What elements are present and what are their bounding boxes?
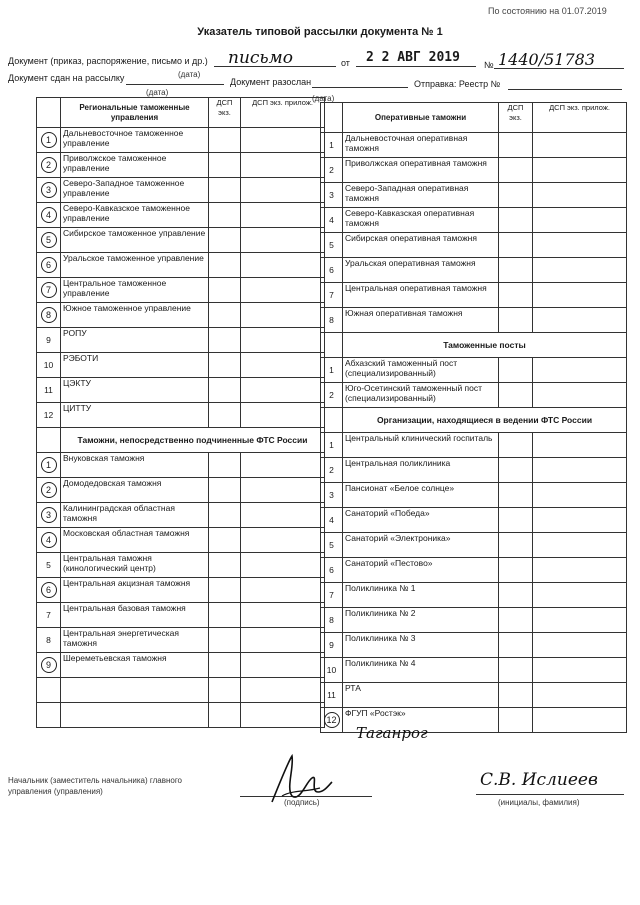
row-name: Центральная таможня (кинологический центр) bbox=[61, 553, 209, 578]
row-name: Шереметьевская таможня bbox=[61, 653, 209, 678]
row-dsp bbox=[209, 603, 241, 628]
row-dsp-attachment bbox=[241, 553, 325, 578]
table-row bbox=[321, 258, 627, 283]
row-dsp bbox=[499, 458, 533, 483]
row-name: Северо-Западное таможенное управление bbox=[61, 178, 209, 203]
row-number bbox=[37, 228, 61, 253]
circled-number-mark: 8 bbox=[41, 307, 57, 323]
column-number bbox=[321, 103, 343, 133]
row-number: 8 bbox=[321, 608, 343, 633]
row-dsp-attachment bbox=[533, 133, 627, 158]
table-row bbox=[37, 603, 325, 628]
row-dsp bbox=[209, 653, 241, 678]
row-dsp-attachment bbox=[241, 278, 325, 303]
table-row bbox=[37, 328, 325, 353]
row-dsp bbox=[209, 503, 241, 528]
row-name: Санаторий «Победа» bbox=[343, 508, 499, 533]
row-dsp bbox=[209, 703, 241, 728]
doc-type-handwritten: письмо bbox=[228, 48, 294, 68]
row-dsp bbox=[499, 258, 533, 283]
row-number: 12 bbox=[37, 403, 61, 428]
table-row bbox=[37, 253, 325, 278]
row-name: Поликлиника № 2 bbox=[343, 608, 499, 633]
table-row bbox=[321, 658, 627, 683]
row-dsp bbox=[499, 558, 533, 583]
row-name: Дальневосточное таможенное управление bbox=[61, 128, 209, 153]
row-name bbox=[61, 678, 209, 703]
table-row bbox=[37, 478, 325, 503]
table-row bbox=[37, 203, 325, 228]
document-title: Указатель типовой рассылки документа № 1 bbox=[197, 26, 443, 38]
row-number: 7 bbox=[321, 583, 343, 608]
circled-number-mark: 6 bbox=[41, 257, 57, 273]
row-dsp bbox=[209, 528, 241, 553]
row-number bbox=[37, 453, 61, 478]
row-dsp-attachment bbox=[241, 528, 325, 553]
row-dsp bbox=[209, 628, 241, 653]
name-caption: (инициалы, фамилия) bbox=[498, 798, 580, 807]
table-row bbox=[37, 353, 325, 378]
table-row bbox=[321, 608, 627, 633]
row-dsp bbox=[499, 483, 533, 508]
table-row bbox=[37, 303, 325, 328]
column-dsp: ДСП экз. bbox=[209, 98, 241, 128]
table-row bbox=[321, 408, 627, 433]
row-dsp bbox=[499, 233, 533, 258]
row-dsp-attachment bbox=[241, 328, 325, 353]
row-dsp-attachment bbox=[533, 433, 627, 458]
circled-number-mark: 4 bbox=[41, 207, 57, 223]
row-dsp-attachment bbox=[241, 503, 325, 528]
row-name: Санаторий «Пестово» bbox=[343, 558, 499, 583]
row-dsp bbox=[209, 153, 241, 178]
row-number bbox=[37, 128, 61, 153]
row-dsp bbox=[499, 533, 533, 558]
row-number: 4 bbox=[321, 208, 343, 233]
date-label: от bbox=[341, 58, 350, 68]
table-row bbox=[321, 483, 627, 508]
row-name: Северо-Кавказская оперативная таможня bbox=[343, 208, 499, 233]
circled-number-mark: 2 bbox=[41, 157, 57, 173]
row-dsp bbox=[499, 658, 533, 683]
circled-number-mark: 12 bbox=[324, 712, 340, 728]
row-name: Центральная акцизная таможня bbox=[61, 578, 209, 603]
table-row bbox=[321, 333, 627, 358]
table-row bbox=[37, 528, 325, 553]
table-row bbox=[321, 433, 627, 458]
row-dsp bbox=[209, 253, 241, 278]
row-number bbox=[37, 303, 61, 328]
row-dsp bbox=[499, 183, 533, 208]
row-number: 3 bbox=[321, 183, 343, 208]
row-dsp-attachment bbox=[241, 353, 325, 378]
row-dsp-attachment bbox=[533, 708, 627, 733]
row-number: 5 bbox=[37, 553, 61, 578]
section-heading: Организации, находящиеся в ведении ФТС России bbox=[343, 408, 627, 433]
row-number bbox=[37, 178, 61, 203]
doc-type-label: Документ (приказ, распоряжение, письмо и др.) bbox=[8, 56, 208, 66]
table-row bbox=[321, 458, 627, 483]
row-name: Дальневосточная оперативная таможня bbox=[343, 133, 499, 158]
row-name: Центральное таможенное управление bbox=[61, 278, 209, 303]
table-row bbox=[321, 208, 627, 233]
row-name: РЭБОТИ bbox=[61, 353, 209, 378]
row-dsp bbox=[209, 553, 241, 578]
signature-caption: (подпись) bbox=[284, 798, 320, 807]
circled-number-mark: 4 bbox=[41, 532, 57, 548]
row-number: 8 bbox=[321, 308, 343, 333]
table-row bbox=[321, 633, 627, 658]
column-dsp-attachment: ДСП экз. прилож. bbox=[533, 103, 627, 133]
row-number: 1 bbox=[321, 433, 343, 458]
row-name: Северо-Западная оперативная таможня bbox=[343, 183, 499, 208]
row-dsp-attachment bbox=[533, 183, 627, 208]
row-number bbox=[37, 428, 61, 453]
row-dsp-attachment bbox=[241, 628, 325, 653]
row-dsp-attachment bbox=[533, 233, 627, 258]
row-dsp-attachment bbox=[241, 703, 325, 728]
row-number: 11 bbox=[321, 683, 343, 708]
row-number bbox=[37, 528, 61, 553]
row-dsp-attachment bbox=[533, 683, 627, 708]
row-dsp bbox=[209, 403, 241, 428]
table-row bbox=[37, 503, 325, 528]
table-row bbox=[37, 653, 325, 678]
row-name: Центральная оперативная таможня bbox=[343, 283, 499, 308]
handwritten-note: Таганрог bbox=[356, 724, 428, 742]
row-dsp-attachment bbox=[533, 583, 627, 608]
row-name: Приволжская оперативная таможня bbox=[343, 158, 499, 183]
number-handwritten: 1440/51783 bbox=[498, 50, 596, 69]
table-row bbox=[321, 158, 627, 183]
row-dsp-attachment bbox=[241, 178, 325, 203]
row-name: Южная оперативная таможня bbox=[343, 308, 499, 333]
date-caption-3: (дата) bbox=[312, 94, 335, 103]
row-number: 11 bbox=[37, 378, 61, 403]
row-dsp-attachment bbox=[533, 208, 627, 233]
table-row bbox=[321, 133, 627, 158]
row-number: 9 bbox=[37, 328, 61, 353]
table-row bbox=[37, 678, 325, 703]
row-dsp bbox=[499, 283, 533, 308]
table-row bbox=[37, 628, 325, 653]
row-dsp bbox=[499, 208, 533, 233]
circled-number-mark: 2 bbox=[41, 482, 57, 498]
regional-customs-table bbox=[36, 97, 325, 728]
row-dsp-attachment bbox=[241, 303, 325, 328]
table-row bbox=[37, 228, 325, 253]
table-row bbox=[37, 578, 325, 603]
row-dsp-attachment bbox=[533, 158, 627, 183]
row-number bbox=[37, 503, 61, 528]
circled-number-mark: 3 bbox=[41, 507, 57, 523]
row-dsp bbox=[209, 178, 241, 203]
row-name: Уральская оперативная таможня bbox=[343, 258, 499, 283]
row-dsp-attachment bbox=[533, 508, 627, 533]
row-number bbox=[37, 203, 61, 228]
table-row bbox=[37, 378, 325, 403]
row-number bbox=[37, 578, 61, 603]
column-name: Региональные таможенные управления bbox=[61, 98, 209, 128]
number-label: № bbox=[484, 60, 494, 70]
row-dsp bbox=[209, 353, 241, 378]
row-number: 5 bbox=[321, 233, 343, 258]
row-dsp-attachment bbox=[241, 653, 325, 678]
row-dsp bbox=[209, 278, 241, 303]
row-dsp-attachment bbox=[241, 378, 325, 403]
signatory-name-handwritten: С.В. Ислиеев bbox=[480, 770, 598, 790]
row-number bbox=[321, 708, 343, 733]
row-number bbox=[37, 653, 61, 678]
row-number: 3 bbox=[321, 483, 343, 508]
row-number: 5 bbox=[321, 533, 343, 558]
table-row bbox=[37, 428, 325, 453]
row-dsp-attachment bbox=[241, 478, 325, 503]
date-stamp: 2 2 АВГ 2019 bbox=[366, 50, 460, 65]
row-number bbox=[37, 153, 61, 178]
row-dsp-attachment bbox=[533, 383, 627, 408]
table-row bbox=[321, 508, 627, 533]
row-dsp-attachment bbox=[241, 203, 325, 228]
distributed-label: Документ разослан bbox=[230, 77, 312, 87]
row-name: Домодедовская таможня bbox=[61, 478, 209, 503]
row-number: 2 bbox=[321, 458, 343, 483]
row-name: Поликлиника № 3 bbox=[343, 633, 499, 658]
row-dsp bbox=[499, 158, 533, 183]
row-number: 1 bbox=[321, 358, 343, 383]
row-dsp-attachment bbox=[241, 578, 325, 603]
row-number bbox=[321, 333, 343, 358]
row-name bbox=[61, 703, 209, 728]
date-caption-2: (дата) bbox=[146, 88, 169, 97]
row-number: 1 bbox=[321, 133, 343, 158]
row-dsp bbox=[209, 128, 241, 153]
row-dsp bbox=[209, 303, 241, 328]
row-number: 7 bbox=[321, 283, 343, 308]
row-dsp bbox=[209, 453, 241, 478]
row-dsp-attachment bbox=[241, 128, 325, 153]
table-row bbox=[321, 583, 627, 608]
row-dsp bbox=[499, 383, 533, 408]
table-row bbox=[321, 358, 627, 383]
column-dsp: ДСП экз. bbox=[499, 103, 533, 133]
row-dsp-attachment bbox=[533, 308, 627, 333]
row-dsp bbox=[209, 478, 241, 503]
row-dsp-attachment bbox=[533, 633, 627, 658]
row-number bbox=[37, 678, 61, 703]
row-name: РТА bbox=[343, 683, 499, 708]
row-dsp-attachment bbox=[241, 453, 325, 478]
row-name: Внуковская таможня bbox=[61, 453, 209, 478]
row-dsp-attachment bbox=[241, 403, 325, 428]
row-name: Санаторий «Электроника» bbox=[343, 533, 499, 558]
row-dsp bbox=[209, 228, 241, 253]
row-name: РОПУ bbox=[61, 328, 209, 353]
row-name: Московская областная таможня bbox=[61, 528, 209, 553]
table-row bbox=[321, 233, 627, 258]
row-dsp bbox=[499, 508, 533, 533]
row-dsp bbox=[499, 633, 533, 658]
column-dsp-attachment: ДСП экз. прилож. bbox=[241, 98, 325, 128]
row-dsp-attachment bbox=[533, 658, 627, 683]
table-row bbox=[37, 553, 325, 578]
table-row bbox=[37, 128, 325, 153]
row-name: Центральная энергетическая таможня bbox=[61, 628, 209, 653]
row-dsp bbox=[499, 583, 533, 608]
row-number: 10 bbox=[37, 353, 61, 378]
row-dsp bbox=[499, 708, 533, 733]
row-name: Абхазский таможенный пост (специализированный) bbox=[343, 358, 499, 383]
row-name: ЦЭКТУ bbox=[61, 378, 209, 403]
row-number: 7 bbox=[37, 603, 61, 628]
row-name: Сибирская оперативная таможня bbox=[343, 233, 499, 258]
row-dsp-attachment bbox=[533, 283, 627, 308]
table-row bbox=[321, 283, 627, 308]
row-number: 6 bbox=[321, 258, 343, 283]
sent-label: Документ сдан на рассылку bbox=[8, 73, 125, 83]
row-dsp bbox=[499, 133, 533, 158]
table-row bbox=[37, 703, 325, 728]
row-number: 10 bbox=[321, 658, 343, 683]
row-name: Северо-Кавказское таможенное управление bbox=[61, 203, 209, 228]
table-row bbox=[321, 683, 627, 708]
column-number bbox=[37, 98, 61, 128]
status-date: По состоянию на 01.07.2019 bbox=[488, 6, 607, 16]
row-number bbox=[37, 478, 61, 503]
row-dsp bbox=[499, 308, 533, 333]
table-row bbox=[37, 178, 325, 203]
row-number bbox=[37, 253, 61, 278]
row-dsp-attachment bbox=[533, 458, 627, 483]
signatory-role: Начальник (заместитель начальника) главного управления (управления) bbox=[8, 776, 183, 796]
table-row bbox=[37, 403, 325, 428]
circled-number-mark: 1 bbox=[41, 457, 57, 473]
row-dsp-attachment bbox=[533, 533, 627, 558]
circled-number-mark: 5 bbox=[41, 232, 57, 248]
row-dsp bbox=[209, 328, 241, 353]
row-dsp bbox=[499, 608, 533, 633]
row-name: Пансионат «Белое солнце» bbox=[343, 483, 499, 508]
table-header-row bbox=[321, 103, 627, 133]
row-number: 4 bbox=[321, 508, 343, 533]
row-number: 6 bbox=[321, 558, 343, 583]
row-dsp-attachment bbox=[533, 258, 627, 283]
date-caption: (дата) bbox=[178, 70, 201, 79]
row-dsp-attachment bbox=[241, 678, 325, 703]
circled-number-mark: 9 bbox=[41, 657, 57, 673]
row-dsp bbox=[499, 433, 533, 458]
row-name: Поликлиника № 4 bbox=[343, 658, 499, 683]
row-number: 8 bbox=[37, 628, 61, 653]
circled-number-mark: 6 bbox=[41, 582, 57, 598]
section-heading: Таможенные посты bbox=[343, 333, 627, 358]
row-dsp bbox=[499, 683, 533, 708]
row-number bbox=[37, 703, 61, 728]
row-dsp-attachment bbox=[241, 153, 325, 178]
table-header-row bbox=[37, 98, 325, 128]
row-name: Калининградская областная таможня bbox=[61, 503, 209, 528]
row-dsp-attachment bbox=[533, 483, 627, 508]
row-number bbox=[321, 408, 343, 433]
table-row bbox=[37, 278, 325, 303]
row-name: Юго-Осетинский таможенный пост (специализированный) bbox=[343, 383, 499, 408]
row-dsp bbox=[209, 203, 241, 228]
row-dsp bbox=[209, 678, 241, 703]
row-dsp-attachment bbox=[241, 603, 325, 628]
row-dsp bbox=[209, 578, 241, 603]
section-heading: Таможни, непосредственно подчиненные ФТС России bbox=[61, 428, 325, 453]
row-dsp-attachment bbox=[533, 608, 627, 633]
table-row bbox=[321, 558, 627, 583]
row-name: ЦИТТУ bbox=[61, 403, 209, 428]
table-row bbox=[321, 533, 627, 558]
circled-number-mark: 3 bbox=[41, 182, 57, 198]
operational-customs-table bbox=[320, 102, 627, 733]
row-dsp-attachment bbox=[533, 358, 627, 383]
table-row bbox=[37, 453, 325, 478]
row-number: 2 bbox=[321, 158, 343, 183]
row-name: Южное таможенное управление bbox=[61, 303, 209, 328]
row-name: Приволжское таможенное управление bbox=[61, 153, 209, 178]
row-name: Уральское таможенное управление bbox=[61, 253, 209, 278]
row-number bbox=[37, 278, 61, 303]
table-row bbox=[321, 183, 627, 208]
row-number: 2 bbox=[321, 383, 343, 408]
sender-label: Отправка: Реестр № bbox=[414, 79, 501, 89]
circled-number-mark: 1 bbox=[41, 132, 57, 148]
table-row bbox=[321, 383, 627, 408]
row-dsp-attachment bbox=[533, 558, 627, 583]
table-row bbox=[321, 308, 627, 333]
row-name: Центральный клинический госпиталь bbox=[343, 433, 499, 458]
row-name: ФГУП «Ростэк» bbox=[343, 708, 499, 733]
row-number: 9 bbox=[321, 633, 343, 658]
row-dsp-attachment bbox=[241, 253, 325, 278]
row-dsp-attachment bbox=[241, 228, 325, 253]
row-name: Центральная поликлиника bbox=[343, 458, 499, 483]
circled-number-mark: 7 bbox=[41, 282, 57, 298]
row-dsp bbox=[499, 358, 533, 383]
row-name: Сибирское таможенное управление bbox=[61, 228, 209, 253]
row-name: Поликлиника № 1 bbox=[343, 583, 499, 608]
row-dsp bbox=[209, 378, 241, 403]
table-row bbox=[37, 153, 325, 178]
column-name: Оперативные таможни bbox=[343, 103, 499, 133]
row-name: Центральная базовая таможня bbox=[61, 603, 209, 628]
